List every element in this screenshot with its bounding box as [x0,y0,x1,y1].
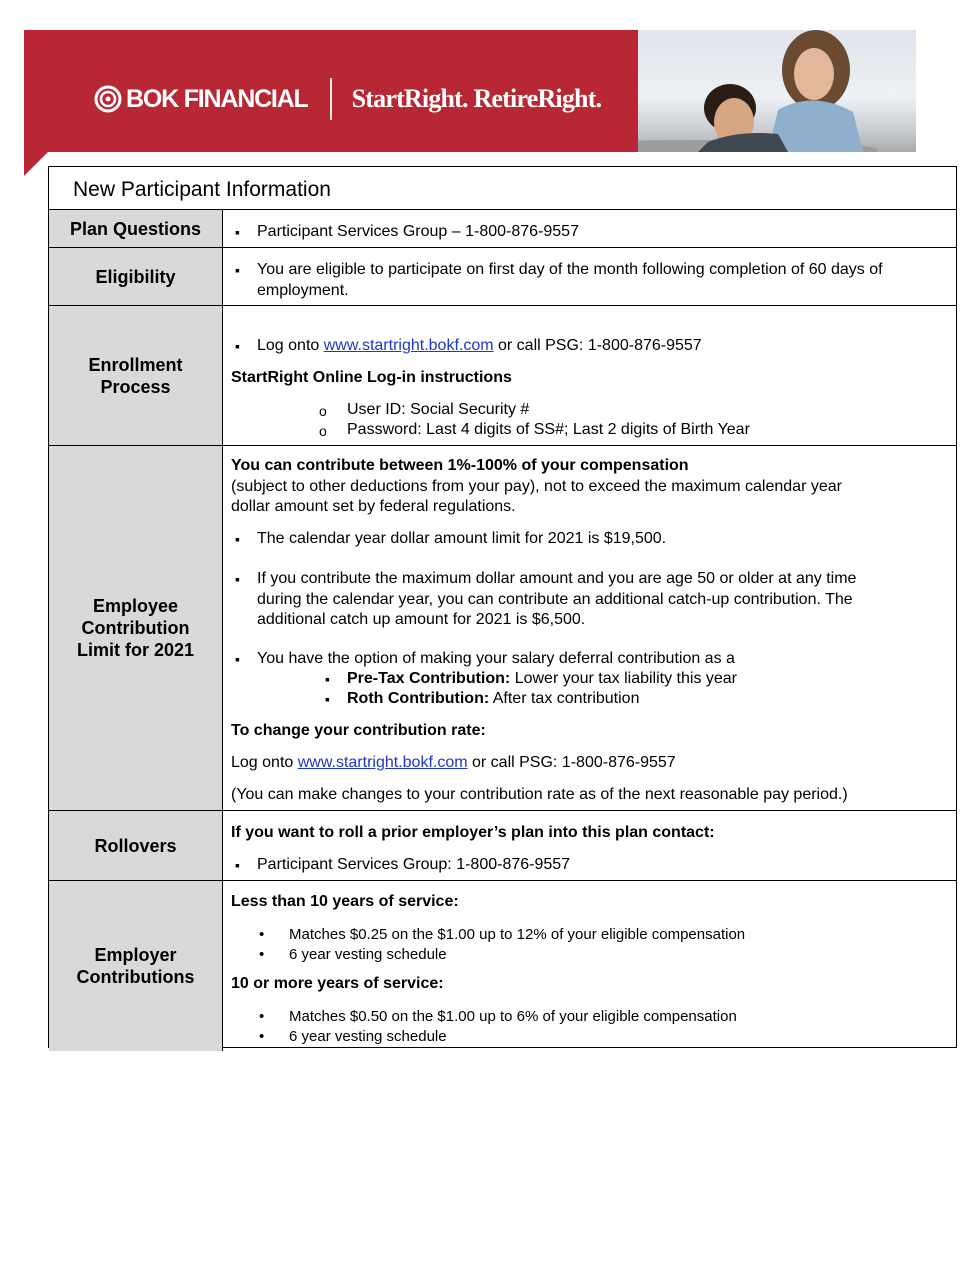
enrollment-label-line-1: Enrollment [88,354,183,375]
under-10-match: • Matches $0.25 on the $1.00 up to 12% of your eligible compensation [289,925,745,945]
over-10-heading: 10 or more years of service: [231,975,444,992]
roth-label: Roth Contribution: [347,690,490,707]
contribution-row [49,446,956,811]
plan-questions-content [223,210,956,247]
couple-photo [638,30,916,152]
catchup-line-2: during the calendar year, you can contribute an additional catch-up contribution. The [257,591,853,608]
rollovers-item: ▪ Participant Services Group: 1-800-876-9557 [257,855,570,875]
change-rate-heading: To change your contribution rate: [231,722,486,739]
logo-divider [330,78,332,120]
change-login-pre: Log onto [231,754,298,771]
user-id-item: o User ID: Social Security # [347,400,529,420]
plan-questions-label: Plan Questions [49,210,223,247]
plan-questions-row [49,210,956,248]
over-10-vesting: • 6 year vesting schedule [289,1027,447,1047]
enrollment-content [223,306,956,445]
enrollment-login-pre: Log onto [257,337,324,354]
participant-info-table [48,166,957,1048]
employer-label [49,881,223,1051]
rollovers-heading: If you want to roll a prior employer’s plan into this plan contact: [231,824,715,841]
contribution-content [223,446,956,810]
enrollment-website-link[interactable]: www.startright.bokf.com [323,337,494,354]
logo-name: BOK FINANCIAL [126,84,308,113]
contribution-sub-2: dollar amount set by federal regulations. [231,498,516,515]
contribution-label [49,446,223,810]
enrollment-login-item [257,336,702,356]
enrollment-login-post: or call PSG: 1-800-876-9557 [493,337,702,354]
eligibility-label: Eligibility [49,248,223,305]
rollovers-label: Rollovers [49,811,223,880]
over-10-match: • Matches $0.50 on the $1.00 up to 6% of your eligible compensation [289,1007,737,1027]
bok-ring-logo-icon [94,85,122,113]
employer-label-line-1: Employer [94,945,177,965]
roth-item [347,689,639,709]
password-item: o Password: Last 4 digits of SS#; Last 2 digits of Birth Year [347,420,750,440]
eligibility-line-1: ▪ You are eligible to participate on first day of the month following completion of 60 days of [257,260,883,280]
change-rate-login [231,753,676,773]
contribution-limit-item: ▪ The calendar year dollar amount limit for 2021 is $19,500. [257,529,666,549]
enrollment-row [49,306,956,446]
logo [94,78,601,120]
banner-tail [24,150,50,176]
enrollment-label-line-2: Process [100,376,171,397]
eligibility-content [223,248,956,305]
contribution-label-line-3: Limit for 2021 [76,640,195,660]
tagline: StartRight. RetireRight. [351,84,602,113]
contribution-label-line-1: Employee [92,596,179,616]
enrollment-label [49,306,223,445]
eligibility-line-2: employment. [257,282,349,299]
option-item: ▪ You have the option of making your salary deferral contribution as a [257,649,735,669]
page-title: New Participant Information [49,167,956,210]
catchup-line-3: additional catch up amount for 2021 is $6,500. [257,611,586,628]
under-10-vesting: • 6 year vesting schedule [289,945,447,965]
pretax-label: Pre-Tax Contribution: [347,670,511,687]
pretax-item [347,669,737,689]
changes-note: (You can make changes to your contribution rate as of the next reasonable pay period.) [231,786,848,803]
roth-text: After tax contribution [489,690,640,707]
contribution-label-line-2: Contribution [81,618,190,638]
employer-content [223,881,956,1051]
change-login-post: or call PSG: 1-800-876-9557 [467,754,676,771]
login-instructions-heading: StartRight Online Log-in instructions [231,369,512,386]
contribution-heading: You can contribute between 1%-100% of your compensation [231,457,689,474]
rollovers-content [223,811,956,880]
employer-label-line-2: Contributions [76,967,195,987]
contribution-sub-1: (subject to other deductions from your pay), not to exceed the maximum calendar year [231,478,842,495]
contribution-website-link[interactable]: www.startright.bokf.com [297,754,468,771]
eligibility-row [49,248,956,306]
plan-questions-item: ▪ Participant Services Group – 1-800-876-9557 [257,222,579,242]
pretax-text: Lower your tax liability this year [510,670,738,687]
under-10-heading: Less than 10 years of service: [231,893,459,910]
catchup-line-1: ▪ If you contribute the maximum dollar amount and you are age 50 or older at any time [257,569,856,589]
rollovers-row [49,811,956,881]
employer-row [49,881,956,1051]
